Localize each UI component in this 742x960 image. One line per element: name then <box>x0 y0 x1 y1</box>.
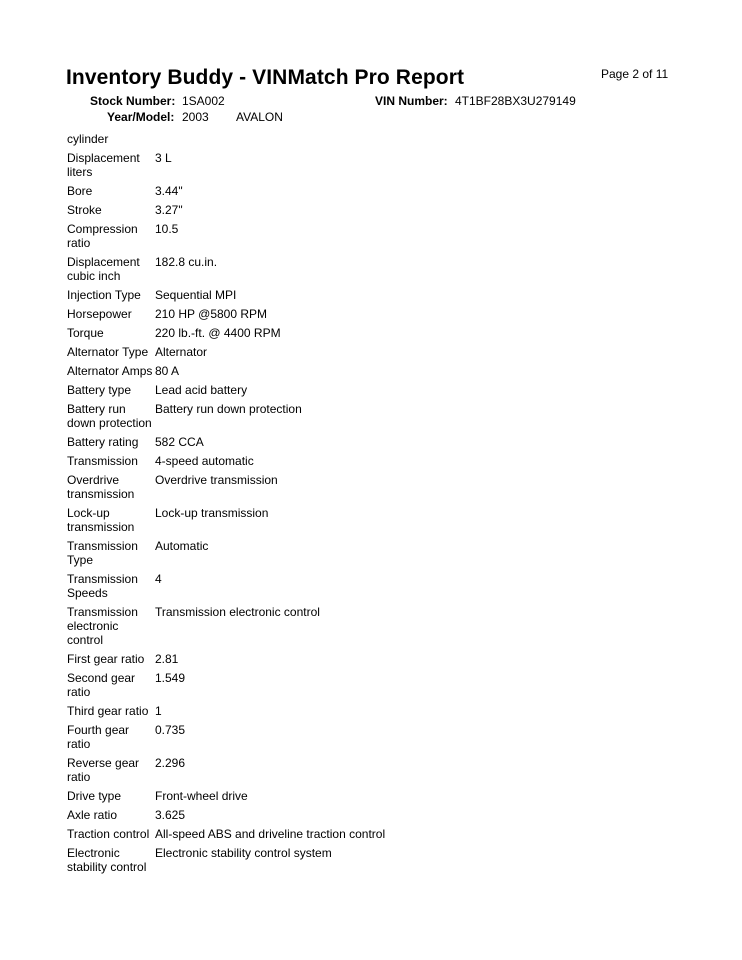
spec-value: All-speed ABS and driveline traction control <box>155 827 386 841</box>
spec-row <box>67 288 707 302</box>
spec-label: Battery run down protection <box>67 402 152 430</box>
spec-row <box>67 364 707 378</box>
stock-number-value: 1SA002 <box>182 94 225 108</box>
spec-value: Front-wheel drive <box>155 789 248 803</box>
spec-row <box>67 255 707 283</box>
spec-row <box>67 345 707 359</box>
spec-value: Transmission electronic control <box>155 605 320 619</box>
year-model-label: Year/Model: <box>107 110 175 124</box>
spec-value: 4 <box>155 572 162 586</box>
spec-label: Displacement cubic inch <box>67 255 140 283</box>
spec-label: Fourth gear ratio <box>67 723 130 751</box>
spec-row <box>67 203 707 217</box>
spec-label: Alternator Amps <box>67 364 153 378</box>
spec-row <box>67 326 707 340</box>
spec-row <box>67 402 707 430</box>
spec-value: 80 A <box>155 364 180 378</box>
spec-label: Transmission <box>67 454 138 468</box>
spec-value: 3.27" <box>155 203 183 217</box>
spec-row <box>67 151 707 179</box>
spec-value: 3 L <box>155 151 172 165</box>
spec-row <box>67 222 707 250</box>
vin-number-value: 4T1BF28BX3U279149 <box>455 94 576 108</box>
spec-label: Lock-up transmission <box>67 506 135 534</box>
spec-row <box>67 307 707 321</box>
spec-row <box>67 605 707 647</box>
spec-row <box>67 808 707 822</box>
spec-value: Electronic stability control system <box>155 846 332 860</box>
spec-value: Automatic <box>155 539 209 553</box>
spec-row <box>67 723 707 751</box>
spec-row <box>67 473 707 501</box>
spec-label: Torque <box>67 326 104 340</box>
spec-label: Third gear ratio <box>67 704 149 718</box>
spec-label: Battery rating <box>67 435 139 449</box>
spec-value: 3.44" <box>155 184 183 198</box>
spec-value: Overdrive transmission <box>155 473 278 487</box>
spec-row <box>67 789 707 803</box>
model-value: AVALON <box>236 110 283 124</box>
spec-label: Transmission electronic control <box>67 605 138 647</box>
spec-label: Electronic stability control <box>67 846 147 874</box>
spec-value: 3.625 <box>155 808 186 822</box>
spec-row <box>67 435 707 449</box>
spec-row <box>67 756 707 784</box>
spec-value: Lock-up transmission <box>155 506 269 520</box>
spec-value: 582 CCA <box>155 435 204 449</box>
spec-row <box>67 539 707 567</box>
spec-label: Displacement liters <box>67 151 140 179</box>
spec-value: 4-speed automatic <box>155 454 254 468</box>
spec-value: 182.8 cu.in. <box>155 255 218 269</box>
spec-value: 1 <box>155 704 162 718</box>
spec-row <box>67 846 707 874</box>
spec-row <box>67 652 707 666</box>
spec-label: Overdrive transmission <box>67 473 135 501</box>
spec-label: Reverse gear ratio <box>67 756 140 784</box>
spec-row <box>67 827 707 841</box>
spec-label: Compression ratio <box>67 222 138 250</box>
spec-label: Transmission Type <box>67 539 138 567</box>
spec-row <box>67 572 707 600</box>
spec-list <box>67 132 707 879</box>
year-value: 2003 <box>182 110 209 124</box>
stock-number-label: Stock Number: <box>90 94 176 108</box>
spec-value: Sequential MPI <box>155 288 237 302</box>
spec-row <box>67 383 707 397</box>
spec-label: Horsepower <box>67 307 132 321</box>
page-number: Page 2 of 11 <box>601 67 669 81</box>
spec-value: 2.296 <box>155 756 186 770</box>
spec-value: 210 HP @5800 RPM <box>155 307 268 321</box>
spec-row <box>67 184 707 198</box>
spec-value: 10.5 <box>155 222 179 236</box>
spec-label: Traction control <box>67 827 150 841</box>
spec-row <box>67 704 707 718</box>
spec-value: 1.549 <box>155 671 186 685</box>
spec-label: cylinder <box>67 132 109 146</box>
spec-value: Battery run down protection <box>155 402 302 416</box>
spec-label: Injection Type <box>67 288 141 302</box>
spec-value: Lead acid battery <box>155 383 248 397</box>
spec-row <box>67 132 707 146</box>
spec-label: Alternator Type <box>67 345 149 359</box>
spec-label: Battery type <box>67 383 132 397</box>
vin-number-label: VIN Number: <box>375 94 448 108</box>
spec-label: Transmission Speeds <box>67 572 138 600</box>
spec-value: 220 lb.-ft. @ 4400 RPM <box>155 326 281 340</box>
spec-label: Stroke <box>67 203 102 217</box>
spec-value: 2.81 <box>155 652 179 666</box>
spec-label: Drive type <box>67 789 122 803</box>
spec-label: Axle ratio <box>67 808 118 822</box>
spec-value: Alternator <box>155 345 208 359</box>
spec-label: First gear ratio <box>67 652 145 666</box>
spec-row <box>67 671 707 699</box>
spec-label: Second gear ratio <box>67 671 136 699</box>
spec-label: Bore <box>67 184 93 198</box>
spec-row <box>67 454 707 468</box>
spec-value: 0.735 <box>155 723 186 737</box>
spec-row <box>67 506 707 534</box>
report-title: Inventory Buddy - VINMatch Pro Report <box>66 66 465 89</box>
